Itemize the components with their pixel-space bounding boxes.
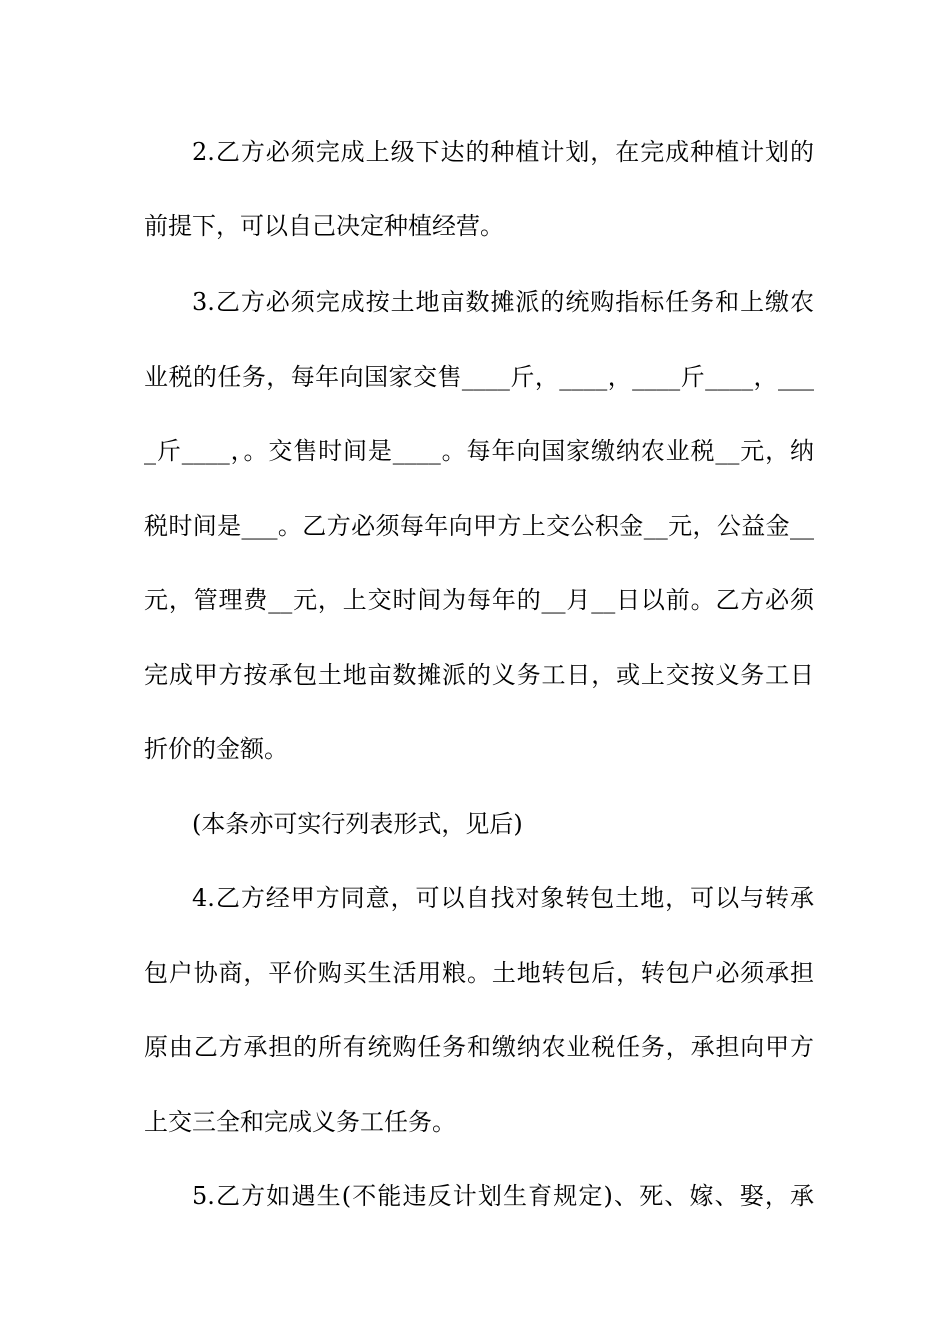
paragraph-4-line-3: 原由乙方承担的所有统购任务和缴纳农业税任务，承担向甲方 (144, 1033, 814, 1061)
paragraph-3-line-5: 元，管理费__元，上交时间为每年的__月__日以前。乙方必须 (144, 586, 814, 614)
paragraph-3-line-2: 业税的任务，每年向国家交售____斤，____，____斤____，___ (144, 363, 814, 391)
paragraph-4-line-2: 包户协商，平价购买生活用粮。土地转包后，转包户必须承担 (144, 959, 814, 987)
paragraph-3-line-3: _斤____，。交售时间是____。每年向国家缴纳农业税__元，纳 (144, 437, 814, 465)
paragraph-3-line-4: 税时间是___。乙方必须每年向甲方上交公积金__元，公益金__ (144, 512, 814, 540)
paragraph-3-line-1: 3.乙方必须完成按土地亩数摊派的统购指标任务和上缴农 (192, 288, 814, 316)
paragraph-3-line-7: 折价的金额。 (144, 735, 288, 763)
paragraph-4-line-4: 上交三全和完成义务工任务。 (144, 1108, 456, 1136)
paragraph-5-line-1: 5.乙方如遇生(不能违反计划生育规定)、死、嫁、娶，承 (192, 1182, 814, 1210)
paragraph-3-line-6: 完成甲方按承包土地亩数摊派的义务工日，或上交按义务工日 (144, 661, 814, 689)
paragraph-4-line-1: 4.乙方经甲方同意，可以自找对象转包土地，可以与转承 (192, 884, 814, 912)
paragraph-2-line-2: 前提下，可以自己决定种植经营。 (144, 212, 504, 240)
note-paragraph: (本条亦可实行列表形式，见后) (192, 810, 523, 838)
paragraph-2-line-1: 2.乙方必须完成上级下达的种植计划，在完成种植计划的 (192, 138, 814, 166)
